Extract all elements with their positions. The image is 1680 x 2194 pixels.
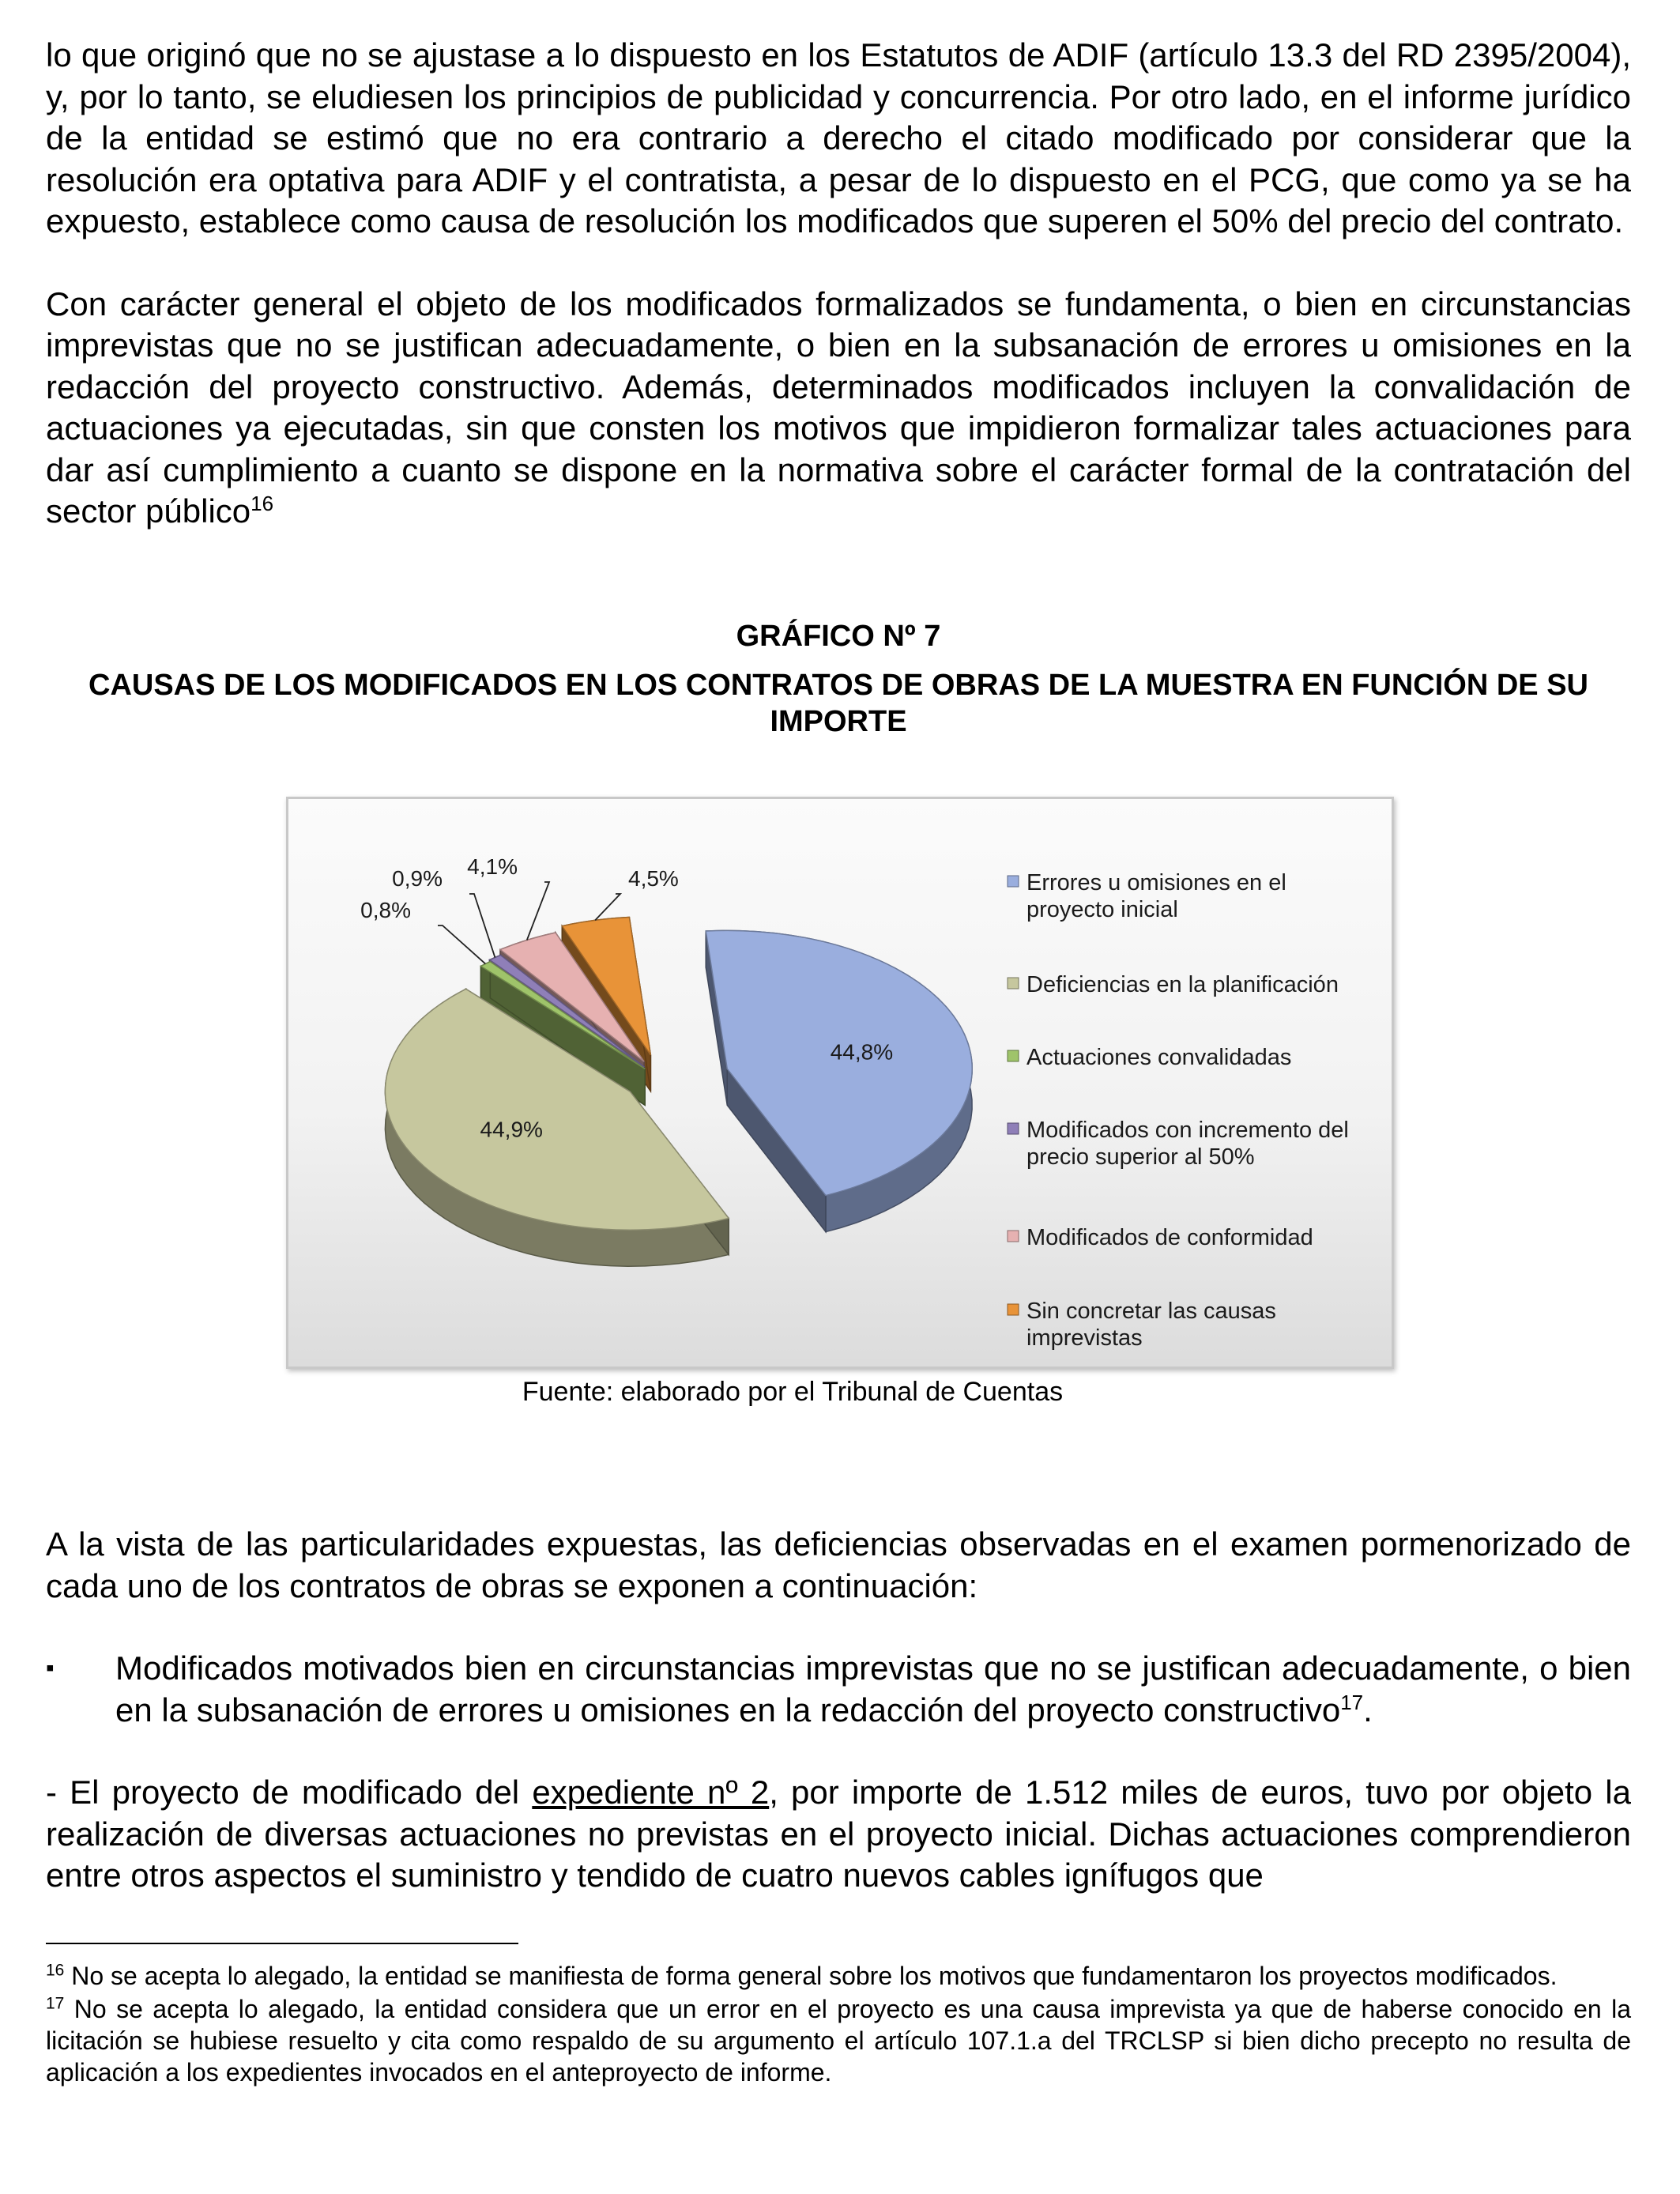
bullet-text-body: Modificados motivados bien en circunstancias imprevistas que no se justifican adecuadamente, o bien en la subsanación de errores u omisiones en la redacción del proyecto constructivo — [115, 1649, 1631, 1728]
legend-swatch-5 — [1008, 1304, 1019, 1315]
footnote-divider — [46, 1943, 518, 1944]
data-label-1: 44,9% — [480, 1117, 543, 1142]
legend-label-1-0: Deficiencias en la planificación — [1026, 972, 1339, 997]
legend-swatch-3 — [1008, 1123, 1019, 1134]
pie-slices — [385, 917, 972, 1266]
footnote-ref-17[interactable]: 17 — [1340, 1690, 1364, 1714]
legend-label-2-0: Actuaciones convalidadas — [1026, 1045, 1292, 1070]
paragraph-2-text: Con carácter general el objeto de los modificados formalizados se fundamenta, o bien en circunstancias imprevistas que no se justifican adecuadamente, o bien en la subsanación de errores u omisiones en la redacción del proyecto constructivo. Además, determinados modificados incluyen la convalidación de actuaciones ya ejecutadas, sin que consten los motivos que impidieron formalizar tales actuaciones para dar así cumplimiento a cuanto se dispone en la normativa sobre el carácter formal de la contratación del sector público — [46, 285, 1631, 530]
legend-label-4-0: Modificados de conformidad — [1026, 1225, 1313, 1250]
expediente-link[interactable]: expediente nº 2 — [532, 1774, 770, 1811]
leader-line-4 — [527, 882, 549, 940]
legend-label-5-1: imprevistas — [1026, 1325, 1143, 1351]
legend-label-0-0: Errores u omisiones en el — [1026, 870, 1286, 895]
page-body — [46, 35, 1631, 740]
paragraph-4-post: , por importe de 1.512 miles de euros, tuvo por objeto la realización de diversas actuaciones no previstas en el proyecto inicial. Dichas actuaciones comprendieron entre otros aspectos el suministro y tendido de cuatro nuevos cables ignífugos que — [46, 1774, 1631, 1894]
paragraph-1: lo que originó que no se ajustase a lo dispuesto en los Estatutos de ADIF (artículo 13.3 del RD 2395/2004), y, por lo tanto, se eludiesen los principios de publicidad y concurrencia. Por otro lado, en el informe jurídico de la entidad se estimó que no era contrario a derecho el citado modificado por considerar que la resolución era optativa para ADIF y el contratista, a pesar de lo dispuesto en el PCG, que como ya se ha expuesto, establece como causa de resolución los modificados que superen el 50% del precio del contrato. — [46, 36, 1631, 239]
legend-label-3-0: Modificados con incremento del — [1026, 1118, 1349, 1143]
footnote-17-text: No se acepta lo alegado, la entidad considera que un error en el proyecto es una causa imprevista ya que de haberse conocido en la licitación se hubiese resuelto y cita como respaldo de su argumento el artículo 107.1.a del TRCLSP si bien dicho precepto no resulta de aplicación a los expedientes invocados en el anteproyecto de informe. — [46, 1995, 1631, 2087]
footnote-17-number: 17 — [46, 1994, 65, 2013]
data-label-3: 0,9% — [392, 866, 443, 891]
leader-line-5 — [595, 894, 620, 920]
footnote-16-number: 16 — [46, 1961, 65, 1980]
legend-swatch-4 — [1008, 1231, 1019, 1242]
legend-swatch-0 — [1008, 876, 1019, 887]
data-label-2: 0,8% — [360, 898, 411, 922]
figure-number: GRÁFICO Nº 7 — [736, 619, 941, 653]
pie-chart-svg — [288, 799, 1392, 1367]
leader-line-2 — [438, 925, 485, 964]
page-body-lower — [46, 1524, 1631, 1897]
paragraph-3: A la vista de las particularidades expuestas, las deficiencias observadas en el examen pormenorizado de cada uno de los contratos de obras se exponen a continuación: — [46, 1525, 1631, 1604]
bullet-square-icon: ▪ — [46, 1655, 55, 1681]
footnote-ref-16[interactable]: 16 — [250, 492, 274, 515]
data-label-5: 4,5% — [628, 866, 679, 891]
legend — [1008, 870, 1349, 1351]
bullet-text-end: . — [1363, 1691, 1373, 1728]
paragraph-4-pre: - El proyecto de modificado del — [46, 1774, 533, 1811]
pie-chart — [286, 797, 1394, 1369]
footnote-16 — [46, 1960, 1631, 1992]
legend-label-5-0: Sin concretar las causas — [1026, 1299, 1276, 1324]
footnote-17 — [46, 1993, 1631, 2088]
legend-label-3-1: precio superior al 50% — [1026, 1144, 1255, 1170]
paragraph-4 — [46, 1772, 1631, 1897]
bullet-text — [115, 1648, 1631, 1731]
legend-swatch-2 — [1008, 1050, 1019, 1061]
bullet-item — [46, 1648, 1631, 1731]
footnotes — [46, 1960, 1631, 2090]
footnote-16-text: No se acepta lo alegado, la entidad se manifiesta de forma general sobre los motivos que fundamentaron los proyectos modificados. — [64, 1962, 1558, 1990]
data-label-0: 44,8% — [830, 1039, 894, 1065]
legend-label-0-1: proyecto inicial — [1026, 897, 1178, 922]
legend-swatch-1 — [1008, 978, 1019, 989]
figure-title: CAUSAS DE LOS MODIFICADOS EN LOS CONTRATOS DE OBRAS DE LA MUESTRA EN FUNCIÓN DE SU IMPORTE — [89, 668, 1588, 738]
leader-line-3 — [469, 894, 495, 957]
data-label-4: 4,1% — [467, 854, 518, 879]
figure-source: Fuente: elaborado por el Tribunal de Cuentas — [522, 1377, 1064, 1407]
paragraph-2 — [46, 284, 1631, 533]
